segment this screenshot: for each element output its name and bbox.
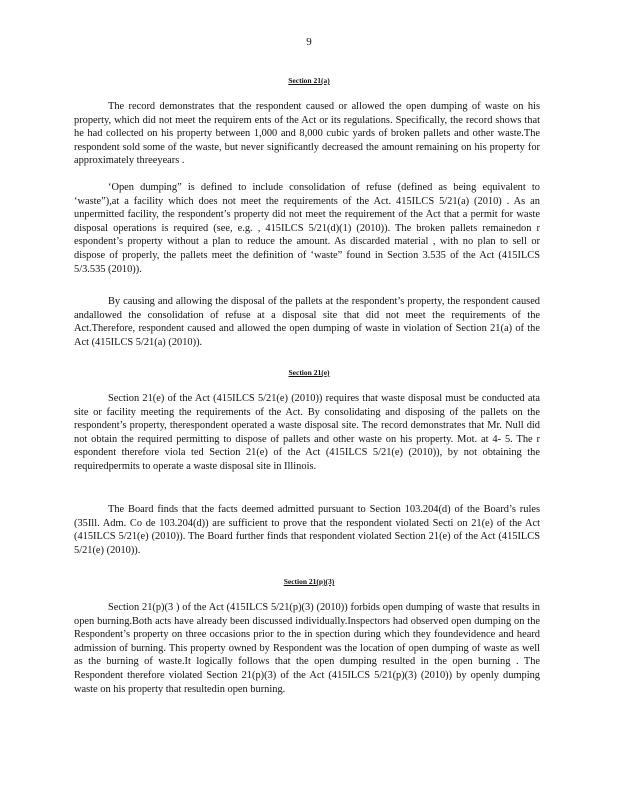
paragraph: Section 21(e) of the Act (415ILCS 5/21(e) (2010)) requires that waste disposal must be conducted ata site or facility meeting the requirements of the Act. By consolidating and disposing of the pallets on the respondent’s property, therespondent operated a waste disposal site. The record demonstrates that Mr. Null did not obtain the required permitting to dispose of pallets and other waste on his property. Mot. at 4- 5. The r espondent therefore viola ted Section 21(e) of the Act (415ILCS 5/21(e) (2010)), by not obtaining the requiredpermits to operate a waste disposal site in Illinois. xyxy=(74,393,540,472)
section-heading-21e: Section 21(e) xyxy=(288,368,330,377)
paragraph: The Board finds that the facts deemed admitted pursuant to Section 103.204(d) of the Board’s rules (35Ill. Adm. Co de 103.204(d)) are sufficient to prove that the respondent violated Secti on 21(e) of the Act (415ILCS 5/21(e) (2010)). The Board further finds that respondent violated Section 21(e) of the Act (415ILCS 5/21(e) (2010)). xyxy=(74,504,540,556)
paragraph: The record demonstrates that the respondent caused or allowed the open dumping of waste on his property, which did not meet the requirem ents of the Act or its regulations. Specifically, the record shows that he had collected on his property between 1,000 and 8,000 cubic yards of broken pallets and other waste.The respondent sold some of the waste, but never significantly decreased the amount remaining on his property for approximately threeyears . xyxy=(74,101,540,167)
paragraph: By causing and allowing the disposal of the pallets at the respondent’s property, the respondent caused andallowed the consolidation of refuse at a disposal site that did not meet the requirements of the Act.Therefore, respondent caused and allowed the open dumping of waste in violation of Section 21(a) of the Act (415ILCS 5/21(a) (2010)). xyxy=(74,296,540,348)
paragraph: ‘Open dumping” is defined to include consolidation of refuse (defined as being equivalent to ‘waste”),at a facility which does not meet the requirements of the Act. 415ILCS 5/21(a) (2010) . As an unpermitted facility, the respondent’s property did not meet the requirement of the Act that a permit for waste disposal operations is required (see, e.g. , 415ILCS 5/21(d)(1) (2010)). The broken pallets remainedon r espondent’s property without a plan to reduce the amount. As discarded material , with no plan to sell or dispose of properly, the pallets meet the definition of ‘waste” found in Section 3.535 of the Act (415ILCS 5/3.535 (2010)). xyxy=(74,182,540,275)
page-number: 9 xyxy=(306,36,312,48)
paragraph: Section 21(p)(3 ) of the Act (415ILCS 5/21(p)(3) (2010)) forbids open dumping of waste that results in open burning.Both acts have already been discussed individually.Inspectors had observed open dumping on the Respondent’s property on three occasions prior to the in spection during which they foundevidence and heard admission of burning. This property owned by Respondent was the location of open dumping of waste as well as the burning of waste.It logically follows that the open dumping resulted in the open burning . The Respondent therefore violated Section 21(p)(3) of the Act (415ILCS 5/21(p)(3) (2010)) by openly dumping waste on his property that resultedin open burning. xyxy=(74,602,540,695)
section-heading-21p3: Section 21(p)(3) xyxy=(283,577,335,586)
section-heading-21a: Section 21(a) xyxy=(288,76,330,85)
